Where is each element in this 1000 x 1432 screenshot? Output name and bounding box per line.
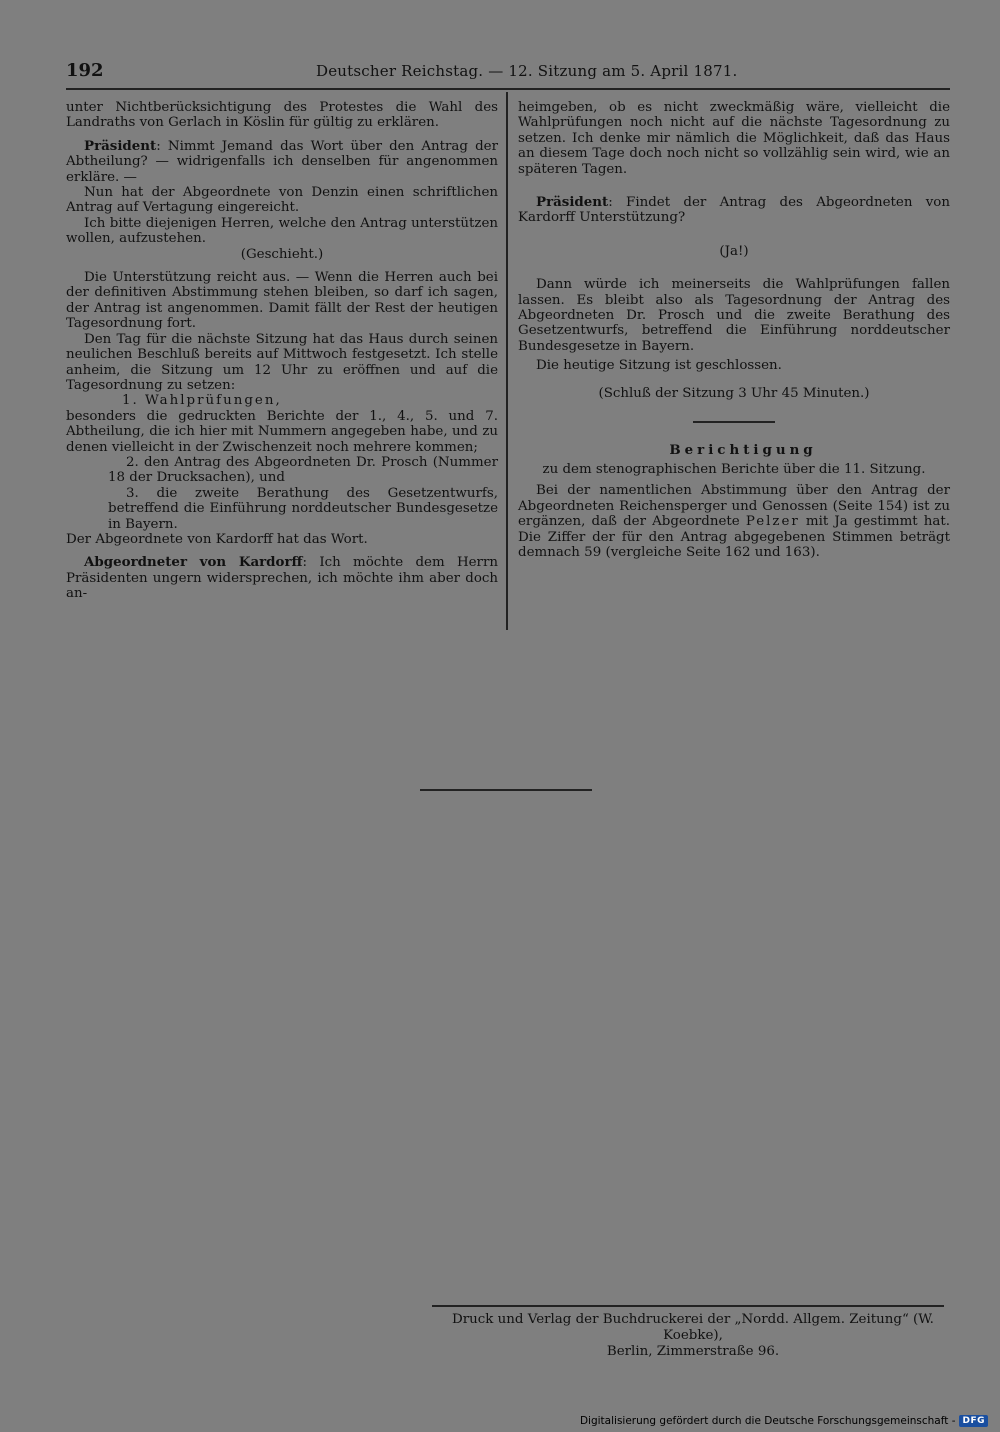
agenda-item-label: 1. Wahlprüfungen, xyxy=(122,393,282,409)
paragraph: Den Tag für die nächste Sitzung hat das Haus durch seinen neulichen Beschluß bereits auf Mittwoch festgesetzt. Ich stelle anheim, die Sitzung um 12 Uhr zu eröffnen und auf die Tagesordnung zu setzen: xyxy=(66,331,498,393)
paragraph: Dann würde ich meinerseits die Wahlprüfungen fallen lassen. Es bleibt also als Tagesordnung der Antrag des Abgeordneten Dr. Prosch und die zweite Berathung des Gesetzentwurfs, betreffend die Einführung norddeutscher Bundesgesetze in Bayern. xyxy=(518,277,950,354)
paragraph: Nun hat der Abgeordnete von Denzin einen schriftlichen Antrag auf Vertagung eingereicht. xyxy=(66,185,498,216)
speech-text: : Ich möchte dem Herrn Präsidenten ungern widersprechen, ich möchte ihm aber doch an- xyxy=(66,555,498,602)
right-column xyxy=(518,100,950,560)
correction-text-part: mit Ja gestimmt hat. Die Ziffer der für den Antrag abgegebenen Stimmen beträgt demnach 59 (vergleiche Seite 162 und 163). xyxy=(518,514,950,561)
speech-text: : Nimmt Jemand das Wort über den Antrag der Abtheilung? — widrigenfalls ich denselben für angenommen erkläre. — xyxy=(66,138,498,185)
agenda-item-1 xyxy=(66,393,498,408)
paragraph: unter Nichtberücksichtigung des Protestes die Wahl des Landraths von Gerlach in Köslin für gültig zu erklären. xyxy=(66,100,498,131)
imprint xyxy=(438,1312,948,1360)
stage-note: (Geschieht.) xyxy=(240,246,324,262)
paragraph xyxy=(66,139,498,185)
speaker-name: Abgeordneter von Kardorff xyxy=(84,554,303,571)
paragraph: Ich bitte diejenigen Herren, welche den Antrag unterstützen wollen, aufzustehen. xyxy=(66,215,498,247)
correction-title: Berichtigung xyxy=(669,441,817,458)
paragraph: heimgeben, ob es nicht zweckmäßig wäre, vielleicht die Wahlprüfungen noch nicht auf die nächste Tagesordnung zu setzen. Ich denke mir nämlich die Möglichkeit, daß das Haus an diesem Tage doch noch nicht so vollzählig sein wird, wie an späteren Tagen. xyxy=(518,100,950,177)
imprint-rule xyxy=(432,1305,944,1307)
speaker-name: Präsident xyxy=(84,137,157,154)
correction-text-part: Bei der namentlichen Abstimmung über den Antrag der Abgeordneten Reichensperger und Genossen (Seite 154) ist zu ergänzen, daß der Abgeordnete xyxy=(518,483,950,530)
correction-text xyxy=(518,483,950,560)
imprint-line: Berlin, Zimmerstraße 96. xyxy=(606,1344,780,1359)
paragraph xyxy=(518,195,950,226)
imprint-line: Druck und Verlag der Buchdruckerei der „Nordd. Allgem. Zeitung“ (W. Koebke), xyxy=(452,1312,934,1343)
paragraph: Der Abgeordnete von Kardorff hat das Wort. xyxy=(66,531,368,547)
dfg-logo: DFG xyxy=(959,1415,988,1427)
running-title: Deutscher Reichstag. — 12. Sitzung am 5. April 1871. xyxy=(316,62,738,80)
speaker-name: Präsident xyxy=(536,194,609,211)
section-rule xyxy=(693,421,775,423)
page-header xyxy=(66,60,948,88)
left-column xyxy=(66,100,498,602)
speech-text: : Findet der Antrag des Abgeordneten von Kardorff Unterstützung? xyxy=(518,195,950,226)
paragraph: Die heutige Sitzung ist geschlossen. xyxy=(536,358,782,374)
agenda-item-1-continuation: besonders die gedruckten Berichte der 1., 4., 5. und 7. Abtheilung, die ich hier mit Nummern angegeben habe, und zu denen vielleicht in der Zwischenzeit noch mehrere kommen; xyxy=(66,408,498,455)
session-close-note: (Schluß der Sitzung 3 Uhr 45 Minuten.) xyxy=(598,385,870,401)
header-rule xyxy=(66,88,950,90)
agenda-item-3: 3. die zweite Berathung des Gesetzentwurfs, betreffend die Einführung norddeutscher Bundesgesetze in Bayern. xyxy=(108,485,498,532)
stage-note: (Ja!) xyxy=(719,243,749,259)
end-rule xyxy=(420,789,592,791)
correction-subtitle: zu dem stenographischen Berichte über die 11. Sitzung. xyxy=(542,462,926,477)
footer-text: Digitalisierung gefördert durch die Deutsche Forschungsgemeinschaft - xyxy=(579,1415,956,1427)
correction-name: Pelzer xyxy=(745,514,800,530)
digitization-footer xyxy=(580,1413,988,1429)
agenda-item-2: 2. den Antrag des Abgeordneten Dr. Prosch (Nummer 18 der Drucksachen), und xyxy=(108,454,498,486)
page-number: 192 xyxy=(66,60,104,81)
column-divider xyxy=(506,92,508,630)
paragraph xyxy=(66,555,498,601)
paragraph: Die Unterstützung reicht aus. — Wenn die Herren auch bei der definitiven Abstimmung stehen bleiben, so darf ich sagen, der Antrag ist angenommen. Damit fällt der Rest der heutigen Tagesordnung fort. xyxy=(66,270,498,332)
